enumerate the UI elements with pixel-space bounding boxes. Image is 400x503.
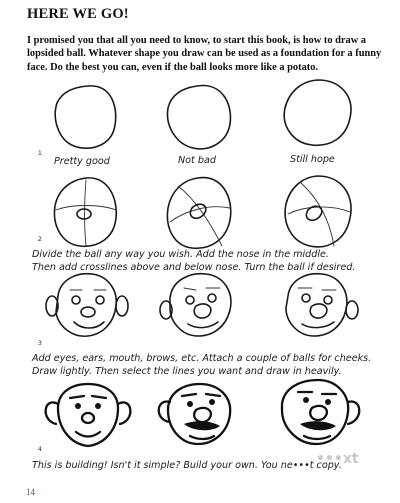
caption-not-bad: Not bad bbox=[178, 155, 216, 166]
divided-ball-sketch-1 bbox=[54, 178, 116, 246]
intro-paragraph: I promised you that all you need to know, to start this book, is how to draw a lopsided ball. Whatever shape you draw can be used as a foundation for a funny face. Do the best you can, even if the ball looks more like a potato. bbox=[27, 35, 382, 73]
face-sketch-1 bbox=[46, 274, 128, 337]
step-3-line-2: Draw lightly. Then select the lines you want and draw in heavily. bbox=[32, 366, 342, 377]
caption-pretty-good: Pretty good bbox=[54, 156, 110, 167]
step-number-2: 2 bbox=[38, 236, 42, 243]
step-4-line-1: This is building! Isn't it simple? Build your own. You ne•••t copy. bbox=[32, 460, 342, 471]
face-sketch-3 bbox=[286, 274, 358, 336]
step-number-3: 3 bbox=[38, 340, 42, 347]
divided-ball-sketch-2 bbox=[167, 178, 230, 249]
divided-ball-sketch-3 bbox=[285, 176, 351, 247]
step-number-1: 1 bbox=[38, 150, 42, 157]
finished-face-3 bbox=[282, 380, 359, 444]
step-2-line-2: Then add crosslines above and below nose. Turn the ball if desired. bbox=[32, 262, 356, 273]
finished-face-1 bbox=[46, 384, 131, 446]
step-2-line-1: Divide the ball any way you wish. Add the nose in the middle. bbox=[32, 249, 329, 260]
step-number-4: 4 bbox=[38, 446, 42, 453]
page-number: 14 bbox=[26, 487, 35, 497]
watermark: •••xt bbox=[316, 451, 359, 467]
face-sketch-2 bbox=[160, 274, 231, 336]
ball-sketch-pretty-good bbox=[55, 86, 115, 148]
page-heading: HERE WE GO! bbox=[27, 6, 129, 22]
finished-face-2 bbox=[159, 384, 230, 444]
caption-still-hope: Still hope bbox=[290, 154, 335, 165]
ball-sketch-not-bad bbox=[168, 86, 231, 149]
ball-sketch-still-hope bbox=[284, 80, 351, 145]
step-3-line-1: Add eyes, ears, mouth, brows, etc. Attach a couple of balls for cheeks. bbox=[32, 353, 372, 364]
